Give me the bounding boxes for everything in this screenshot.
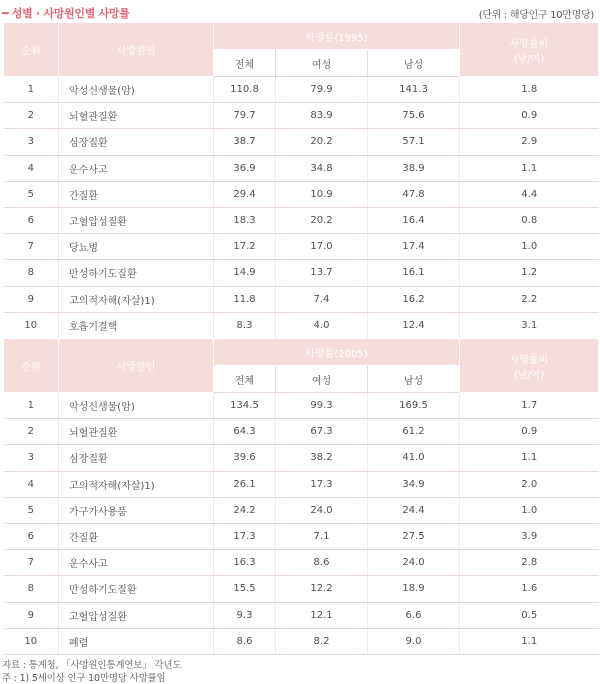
table-body-2005 [4,393,599,655]
cause-cell: 고혈압성질환 [59,602,214,628]
total-cell: 29.4 [214,181,276,207]
cause-cell: 호흡기결핵 [59,312,214,338]
header-total: 전체 [214,366,276,393]
header-male: 남성 [368,366,460,393]
table-row [4,419,599,445]
table-row [4,103,599,129]
male-cell: 57.1 [368,129,460,155]
total-cell: 79.7 [214,103,276,129]
rank-cell: 1 [4,393,59,419]
table-row [4,576,599,602]
total-cell: 24.2 [214,497,276,523]
note-footnote: 주 : 1) 5세이상 인구 10만명당 사망률임 [2,673,166,684]
cause-cell: 만성하기도질환 [59,260,214,286]
total-cell: 38.7 [214,129,276,155]
table-row [4,129,599,155]
table-row [4,471,599,497]
cause-cell: 고의적자해(자살)1) [59,471,214,497]
header-ratio: 사망률비 (남/여) [460,339,599,393]
male-cell: 16.1 [368,260,460,286]
table-row [4,312,599,338]
ratio-cell: 1.1 [460,155,599,181]
table-row [4,286,599,312]
header-female: 여성 [276,50,368,77]
rank-cell: 3 [4,445,59,471]
table-row [4,628,599,654]
rank-cell: 8 [4,260,59,286]
header-rate-group: 사망률(2005) [214,339,460,366]
total-cell: 16.3 [214,550,276,576]
female-cell: 8.6 [276,550,368,576]
total-cell: 14.9 [214,260,276,286]
cause-cell: 악성신생물(암) [59,77,214,103]
total-cell: 18.3 [214,207,276,233]
rank-cell: 6 [4,207,59,233]
page-title: ━ 성별 · 사망원인별 사망률 [2,7,130,20]
ratio-cell: 4.4 [460,181,599,207]
total-cell: 110.8 [214,77,276,103]
female-cell: 17.0 [276,234,368,260]
total-cell: 134.5 [214,393,276,419]
total-cell: 11.8 [214,286,276,312]
table-row [4,234,599,260]
male-cell: 16.2 [368,286,460,312]
male-cell: 141.3 [368,77,460,103]
female-cell: 34.8 [276,155,368,181]
male-cell: 75.6 [368,103,460,129]
rank-cell: 1 [4,77,59,103]
female-cell: 7.4 [276,286,368,312]
total-cell: 8.3 [214,312,276,338]
table-row [4,550,599,576]
cause-cell: 고의적자해(자살)1) [59,286,214,312]
female-cell: 10.9 [276,181,368,207]
rank-cell: 3 [4,129,59,155]
male-cell: 38.9 [368,155,460,181]
table-row [4,393,599,419]
ratio-cell: 0.9 [460,419,599,445]
male-cell: 61.2 [368,419,460,445]
table-row [4,445,599,471]
rank-cell: 6 [4,523,59,549]
table-row [4,497,599,523]
female-cell: 24.0 [276,497,368,523]
cause-cell: 운수사고 [59,155,214,181]
rank-cell: 7 [4,234,59,260]
male-cell: 18.9 [368,576,460,602]
rank-cell: 9 [4,286,59,312]
cause-cell: 운수사고 [59,550,214,576]
ratio-cell: 2.0 [460,471,599,497]
header-rate-group: 사망률(1995) [214,23,460,50]
rank-cell: 2 [4,103,59,129]
rank-cell: 4 [4,155,59,181]
ratio-cell: 0.8 [460,207,599,233]
ratio-cell: 3.9 [460,523,599,549]
source-footnote: 자료 : 통계청, 「사망원인통계연보」 각년도 [2,660,182,671]
ratio-cell: 1.0 [460,497,599,523]
male-cell: 9.0 [368,628,460,654]
male-cell: 47.8 [368,181,460,207]
ratio-cell: 1.0 [460,234,599,260]
cause-cell: 간질환 [59,181,214,207]
total-cell: 64.3 [214,419,276,445]
total-cell: 8.6 [214,628,276,654]
ratio-cell: 1.7 [460,393,599,419]
rank-cell: 2 [4,419,59,445]
female-cell: 4.0 [276,312,368,338]
female-cell: 67.3 [276,419,368,445]
total-cell: 39.6 [214,445,276,471]
table-body-1995 [4,77,599,339]
table-row [4,523,599,549]
cause-cell: 뇌혈관질환 [59,419,214,445]
ratio-cell: 0.5 [460,602,599,628]
rank-cell: 10 [4,628,59,654]
rank-cell: 7 [4,550,59,576]
rank-cell: 10 [4,312,59,338]
female-cell: 7.1 [276,523,368,549]
rank-cell: 5 [4,181,59,207]
header-cause: 사망원인 [59,339,214,393]
male-cell: 169.5 [368,393,460,419]
header-ratio: 사망률비 (남/여) [460,23,599,77]
female-cell: 20.2 [276,129,368,155]
table-row [4,181,599,207]
female-cell: 20.2 [276,207,368,233]
cause-cell: 간질환 [59,523,214,549]
ratio-cell: 2.2 [460,286,599,312]
rank-cell: 9 [4,602,59,628]
ratio-cell: 1.1 [460,445,599,471]
cause-cell: 심장질환 [59,129,214,155]
rank-cell: 4 [4,471,59,497]
female-cell: 12.1 [276,602,368,628]
cause-cell: 폐렴 [59,628,214,654]
total-cell: 17.2 [214,234,276,260]
total-cell: 36.9 [214,155,276,181]
female-cell: 38.2 [276,445,368,471]
male-cell: 24.0 [368,550,460,576]
male-cell: 24.4 [368,497,460,523]
male-cell: 41.0 [368,445,460,471]
cause-cell: 심장질환 [59,445,214,471]
ratio-cell: 3.1 [460,312,599,338]
mortality-table-2005 [3,338,599,655]
table-row [4,602,599,628]
unit-label: (단위 : 해당인구 10만명당) [478,10,594,21]
table-row [4,260,599,286]
female-cell: 12.2 [276,576,368,602]
ratio-cell: 2.8 [460,550,599,576]
table-row [4,77,599,103]
total-cell: 15.5 [214,576,276,602]
title-bar [0,0,600,22]
cause-cell: 뇌혈관질환 [59,103,214,129]
male-cell: 12.4 [368,312,460,338]
header-female: 여성 [276,366,368,393]
male-cell: 34.9 [368,471,460,497]
female-cell: 83.9 [276,103,368,129]
rank-cell: 8 [4,576,59,602]
ratio-cell: 1.8 [460,77,599,103]
total-cell: 9.3 [214,602,276,628]
table-row [4,207,599,233]
female-cell: 99.3 [276,393,368,419]
female-cell: 17.3 [276,471,368,497]
male-cell: 27.5 [368,523,460,549]
rank-cell: 5 [4,497,59,523]
female-cell: 8.2 [276,628,368,654]
header-cause: 사망원인 [59,23,214,77]
cause-cell: 고혈압성질환 [59,207,214,233]
header-rank: 순위 [4,23,59,77]
mortality-table-1995 [3,22,599,339]
female-cell: 13.7 [276,260,368,286]
ratio-cell: 1.1 [460,628,599,654]
header-male: 남성 [368,50,460,77]
male-cell: 17.4 [368,234,460,260]
cause-cell: 당뇨병 [59,234,214,260]
ratio-cell: 2.9 [460,129,599,155]
ratio-cell: 1.6 [460,576,599,602]
total-cell: 17.3 [214,523,276,549]
cause-cell: 악성신생물(암) [59,393,214,419]
male-cell: 6.6 [368,602,460,628]
header-total: 전체 [214,50,276,77]
female-cell: 79.9 [276,77,368,103]
male-cell: 16.4 [368,207,460,233]
cause-cell: 가구가사용품 [59,497,214,523]
total-cell: 26.1 [214,471,276,497]
ratio-cell: 1.2 [460,260,599,286]
cause-cell: 만성하기도질환 [59,576,214,602]
ratio-cell: 0.9 [460,103,599,129]
header-rank: 순위 [4,339,59,393]
table-row [4,155,599,181]
